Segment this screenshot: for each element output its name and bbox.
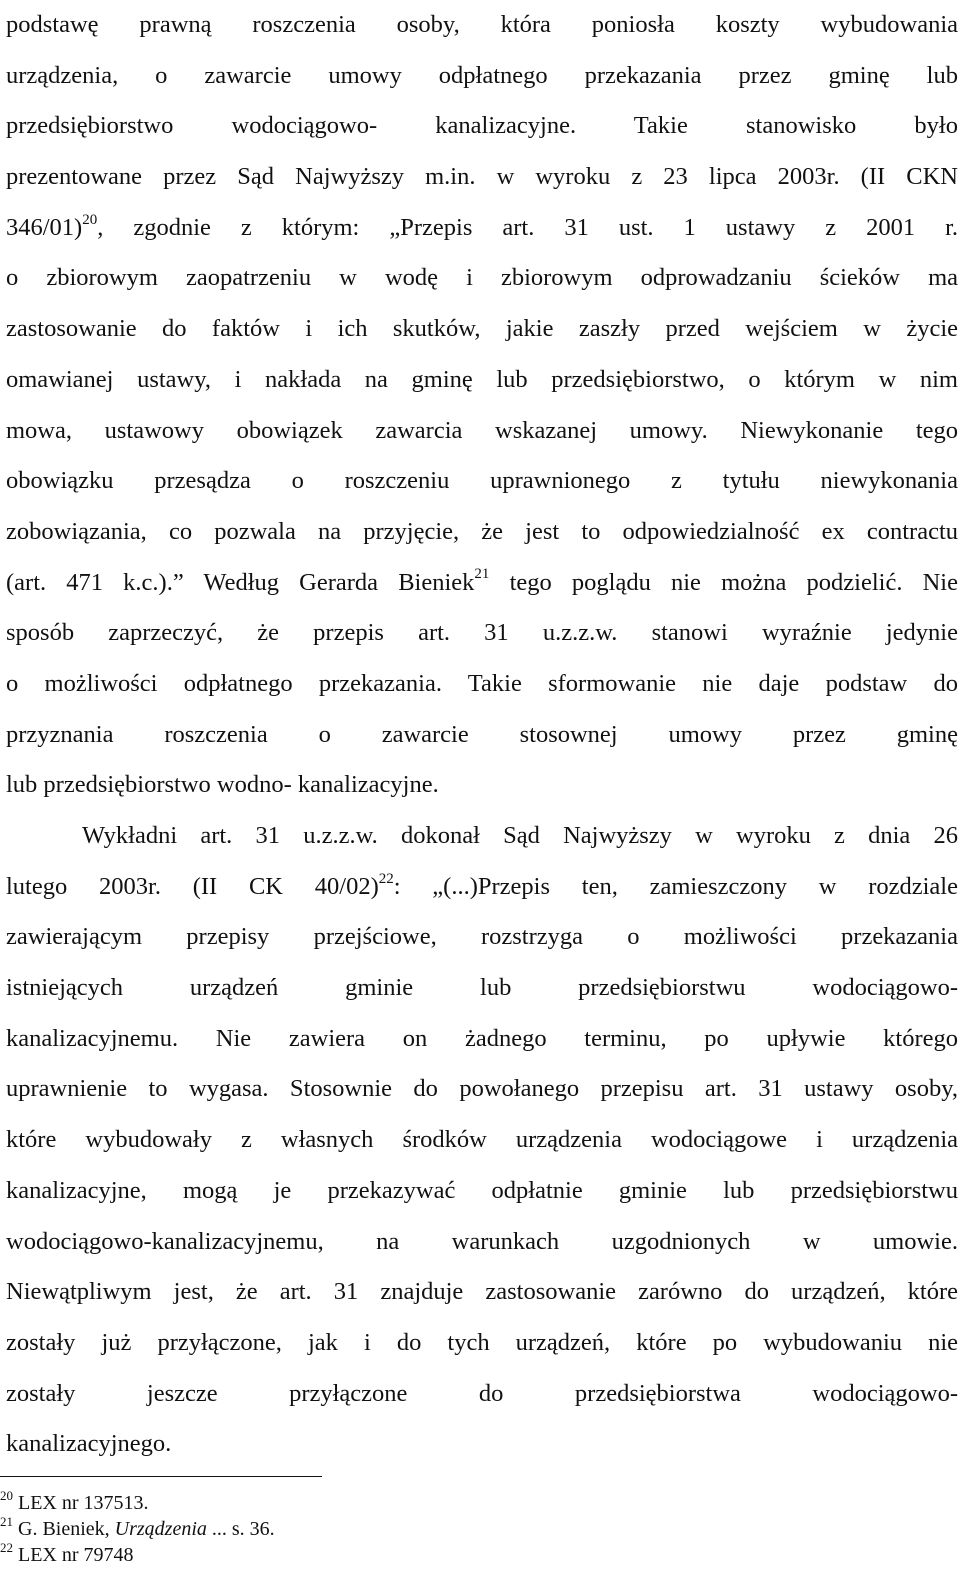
text-segment: 346/01): [6, 213, 83, 241]
text-line: kanalizacyjnemu. Nie zawiera on żadnego terminu, po upływie którego: [6, 1024, 958, 1052]
footnote-number: 21: [0, 1514, 13, 1530]
footnote-22: [0, 1542, 275, 1568]
document-page: [6, 0, 958, 1470]
text-segment: (art. 471 k.c.).” Według Gerarda Bieniek: [6, 568, 475, 596]
footnote-separator: [0, 1476, 322, 1477]
text-line: zostały już przyłączone, jak i do tych urządzeń, które po wybudowaniu nie: [6, 1328, 958, 1356]
text-line: które wybudowały z własnych środków urządzenia wodociągowe i urządzenia: [6, 1126, 958, 1154]
footnote-reference[interactable]: 21: [474, 566, 490, 583]
footnote-number: 20: [0, 1488, 13, 1504]
body-text: [6, 0, 958, 1470]
text-line: przedsiębiorstwo wodociągowo- kanalizacyjne. Takie stanowisko było: [6, 112, 958, 140]
footnote-number: 22: [0, 1540, 13, 1556]
text-segment: , zgodnie z którym: „Przepis art. 31 ust. 1 ustawy z 2001 r.: [97, 213, 958, 241]
footnote-text: LEX nr 137513.: [13, 1492, 149, 1514]
text-line: zawierającym przepisy przejściowe, rozstrzyga o możliwości przekazania: [6, 923, 958, 951]
text-line: kanalizacyjnego.: [6, 1430, 172, 1458]
text-segment: : „(...)Przepis ten, zamieszczony w rozdziale: [393, 872, 958, 900]
text-line: [6, 558, 958, 609]
footnote-text: LEX nr 79748: [13, 1544, 134, 1566]
text-line: podstawę prawną roszczenia osoby, która poniosła koszty wybudowania: [6, 11, 958, 38]
footnote-text: G. Bieniek,: [13, 1518, 115, 1540]
footnote-reference[interactable]: 22: [378, 870, 394, 887]
text-line: istniejących urządzeń gminie lub przedsiębiorstwu wodociągowo-: [6, 974, 958, 1002]
text-line: kanalizacyjne, mogą je przekazywać odpłatnie gminie lub przedsiębiorstwu: [6, 1176, 958, 1204]
paragraph-2: [6, 811, 958, 1470]
text-line: sposób zaprzeczyć, że przepis art. 31 u.z.z.w. stanowi wyraźnie jedynie: [6, 619, 958, 647]
footnote-21: [0, 1516, 275, 1542]
text-line: wodociągowo-kanalizacyjnemu, na warunkach uzgodnionych w umowie.: [6, 1227, 958, 1255]
text-line: urządzenia, o zawarcie umowy odpłatnego przekazania przez gminę lub: [6, 61, 958, 89]
text-line: [6, 862, 958, 913]
text-line: Niewątpliwym jest, że art. 31 znajduje zastosowanie zarówno do urządzeń, które: [6, 1278, 958, 1306]
footnote-italic-title: Urządzenia: [114, 1518, 207, 1540]
text-line: [6, 203, 958, 254]
text-line: uprawnienie to wygasa. Stosownie do powołanego przepisu art. 31 ustawy osoby,: [6, 1075, 958, 1103]
footnote-20: [0, 1490, 275, 1516]
text-line: zobowiązania, co pozwala na przyjęcie, że jest to odpowiedzialność ex contractu: [6, 517, 958, 545]
text-line: Wykładni art. 31 u.z.z.w. dokonał Sąd Najwyższy w wyroku z dnia 26: [82, 822, 958, 849]
text-line: prezentowane przez Sąd Najwyższy m.in. w wyroku z 23 lipca 2003r. (II CKN: [6, 163, 958, 191]
text-line: przyznania roszczenia o zawarcie stosownej umowy przez gminę: [6, 720, 958, 748]
text-line: obowiązku przesądza o roszczeniu uprawnionego z tytułu niewykonania: [6, 467, 958, 495]
text-segment: lutego 2003r. (II CK 40/02): [6, 872, 379, 900]
text-line: o zbiorowym zaopatrzeniu w wodę i zbiorowym odprowadzaniu ścieków ma: [6, 264, 958, 292]
footnote-reference[interactable]: 20: [82, 211, 98, 228]
text-line: omawianej ustawy, i nakłada na gminę lub przedsiębiorstwo, o którym w nim: [6, 365, 958, 393]
paragraph-1: [6, 0, 958, 811]
text-line: mowa, ustawowy obowiązek zawarcia wskazanej umowy. Niewykonanie tego: [6, 416, 958, 444]
text-line: zastosowanie do faktów i ich skutków, jakie zaszły przed wejściem w życie: [6, 315, 958, 343]
text-line: o możliwości odpłatnego przekazania. Takie sformowanie nie daje podstaw do: [6, 669, 958, 697]
footnote-text-tail: ... s. 36.: [206, 1518, 275, 1540]
text-line: zostały jeszcze przyłączone do przedsiębiorstwa wodociągowo-: [6, 1379, 958, 1407]
text-line: lub przedsiębiorstwo wodno- kanalizacyjne.: [6, 771, 439, 799]
footnotes: [0, 1490, 275, 1568]
text-segment: tego poglądu nie można podzielić. Nie: [489, 568, 958, 596]
